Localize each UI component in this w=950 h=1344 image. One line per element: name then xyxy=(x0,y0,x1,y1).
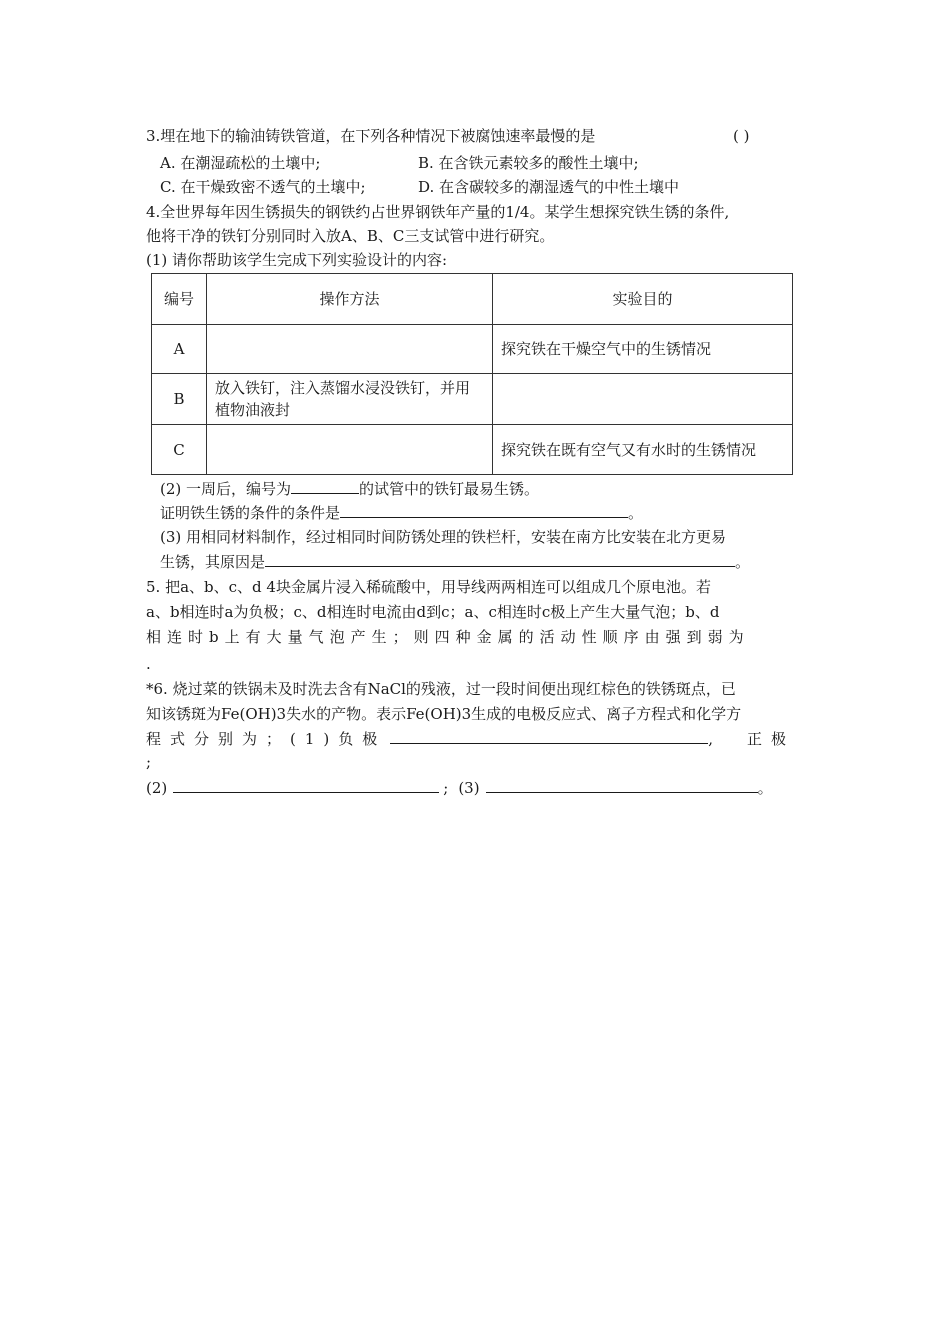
q6-line-2: 知该锈斑为Fe(OH)3失水的产物。表示Fe(OH)3生成的电极反应式、离子方程式和化学方 xyxy=(146,705,742,723)
q4-subquestion-1: (1) 请你帮助该学生完成下列实验设计的内容: xyxy=(146,251,448,269)
table-header-purpose: 实验目的 xyxy=(493,274,793,325)
q5-line-1: 5. 把a、b、c、d 4块金属片浸入稀硫酸中，用导线两两相连可以组成几个原电池。若 xyxy=(146,578,711,596)
q4-sub2-text-b: 的试管中的铁钉最易生锈。 xyxy=(359,480,540,498)
table-cell-purpose xyxy=(493,374,793,425)
q5-line-3: 相连时b上有大量气泡产生；则四种金属的活动性顺序由强到弱为 xyxy=(146,628,750,646)
q6-line-5 xyxy=(146,776,773,799)
q4-sub3-text: 生锈，其原因是 xyxy=(160,553,266,571)
q6-line-3-text-a: 程式分别为；(1)负极 xyxy=(146,730,387,748)
q3-option-a: A. 在潮湿疏松的土壤中; xyxy=(160,154,321,172)
q6-line-4: ; xyxy=(146,753,152,771)
q4-sub3-end: 。 xyxy=(735,553,751,571)
table-cell-purpose: 探究铁在干燥空气中的生锈情况 xyxy=(493,325,793,374)
table-header-id: 编号 xyxy=(152,274,207,325)
table-header-row xyxy=(152,274,793,325)
q4-subquestion-3-line-1: (3) 用相同材料制作，经过相同时间防锈处理的铁栏杆，安装在南方比安装在北方更易 xyxy=(160,528,727,546)
q6-line-5-sep: ; xyxy=(443,779,449,797)
table-row xyxy=(152,425,793,475)
table-cell-method xyxy=(207,425,493,475)
q4-subquestion-2-condition xyxy=(160,501,643,524)
q4-sub2-end: 。 xyxy=(628,504,644,522)
q4-line-2: 他将干净的铁钉分别同时入放A、B、C三支试管中进行研究。 xyxy=(146,227,555,245)
q6-line-3-text-b: 正极 xyxy=(747,730,796,748)
q5-line-2: a、b相连时a为负极；c、d相连时电流由d到c；a、c相连时c极上产生大量气泡；b、d xyxy=(146,603,720,621)
q6-line-5-text-b: (3) xyxy=(458,779,480,797)
table-header-method: 操作方法 xyxy=(207,274,493,325)
answer-blank[interactable] xyxy=(291,477,359,494)
q5-line-4-text: . xyxy=(146,655,151,673)
q3-option-b: B. 在含铁元素较多的酸性土壤中; xyxy=(418,154,639,172)
table-cell-method: 放入铁钉，注入蒸馏水浸没铁钉，并用植物油液封 xyxy=(207,374,493,425)
answer-blank[interactable] xyxy=(486,776,758,793)
table-cell-id: A xyxy=(152,325,207,374)
answer-blank[interactable] xyxy=(173,776,439,793)
q3-stem: 3.埋在地下的输油铸铁管道，在下列各种情况下被腐蚀速率最慢的是 xyxy=(146,127,596,145)
answer-blank[interactable] xyxy=(390,727,708,744)
q6-line-1: *6. 烧过菜的铁锅未及时洗去含有NaCl的残液，过一段时间便出现红棕色的铁锈斑点，已 xyxy=(146,680,736,698)
q6-line-3 xyxy=(146,727,795,750)
q6-line-3-comma: , xyxy=(708,730,714,748)
q6-line-5-end: 。 xyxy=(757,779,773,797)
table-row xyxy=(152,325,793,374)
q3-option-d: D. 在含碳较多的潮湿透气的中性土壤中 xyxy=(418,178,680,196)
q3-answer-paren: ( ) xyxy=(733,127,750,145)
table-cell-id: B xyxy=(152,374,207,425)
q4-sub2-text-a: (2) 一周后，编号为 xyxy=(160,480,292,498)
q3-option-c: C. 在干燥致密不透气的土壤中; xyxy=(160,178,366,196)
table-cell-purpose: 探究铁在既有空气又有水时的生锈情况 xyxy=(493,425,793,475)
table-row xyxy=(152,374,793,425)
q4-sub2-text-c: 证明铁生锈的条件的条件是 xyxy=(160,504,341,522)
q6-line-5-text-a: (2) xyxy=(146,779,168,797)
q4-subquestion-3-line-2 xyxy=(160,550,750,573)
answer-blank[interactable] xyxy=(340,501,628,518)
q4-subquestion-2 xyxy=(160,477,539,500)
q5-line-4 xyxy=(146,653,151,675)
answer-blank[interactable] xyxy=(265,550,735,567)
table-cell-id: C xyxy=(152,425,207,475)
experiment-table xyxy=(151,273,793,475)
table-cell-method xyxy=(207,325,493,374)
q4-line-1: 4.全世界每年因生锈损失的钢铁约占世界钢铁年产量的1/4。某学生想探究铁生锈的条件, xyxy=(146,203,730,221)
